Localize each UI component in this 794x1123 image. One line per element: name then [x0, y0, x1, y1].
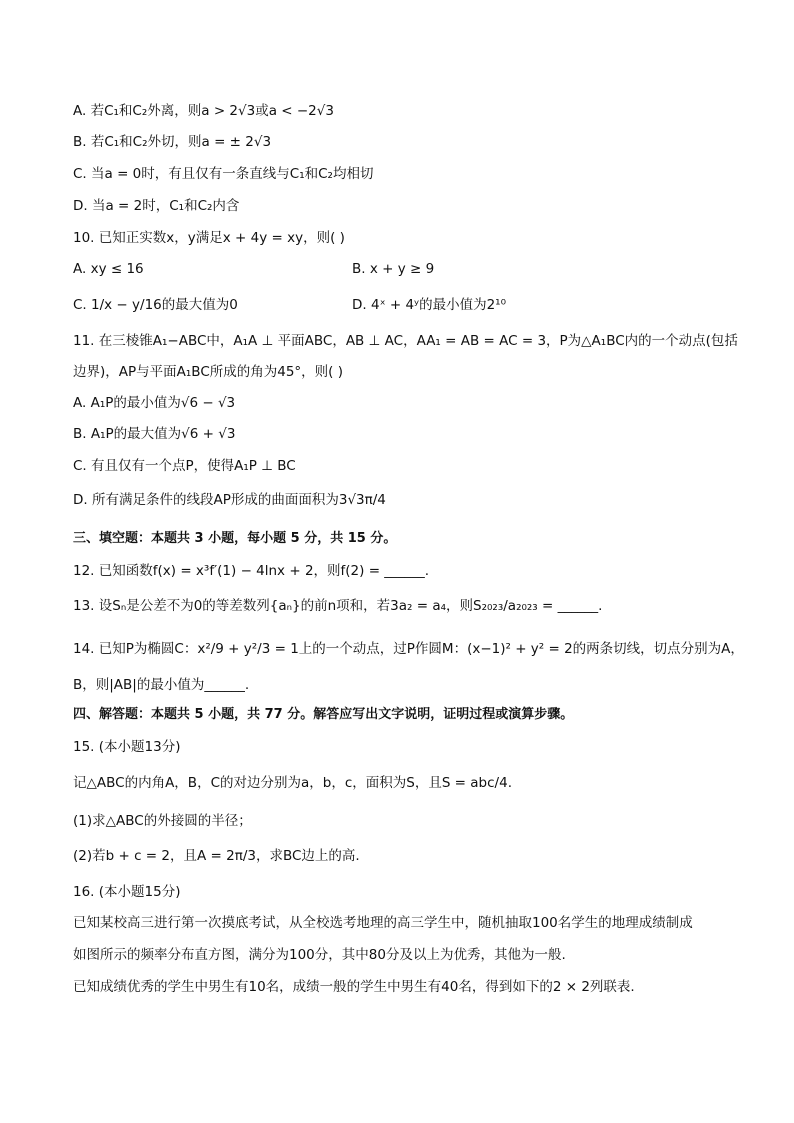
- q12: 12. 已知函数f(x) = x³f′(1) − 4lnx + 2，则f(2) = ______.: [73, 563, 430, 579]
- q16-stem-line2: 如图所示的频率分布直方图，满分为100分，其中80分及以上为优秀，其他为一般.: [73, 947, 566, 963]
- q9-option-d: D. 当a = 2时，C₁和C₂内含: [73, 198, 240, 214]
- q11-option-a: A. A₁P的最小值为√6 − √3: [73, 395, 236, 411]
- q11-stem-line2: 边界)，AP与平面A₁BC所成的角为45°，则( ): [73, 364, 343, 380]
- q11-stem-line1: 11. 在三棱锥A₁−ABC中，A₁A ⊥ 平面ABC，AB ⊥ AC，AA₁ = AB = AC = 3，P为△A₁BC内的一个动点(包括: [73, 333, 738, 349]
- q16-stem-line3: 已知成绩优秀的学生中男生有10名，成绩一般的学生中男生有40名，得到如下的2 × 2列联表.: [73, 979, 635, 995]
- q15-part2: (2)若b + c = 2，且A = 2π/3，求BC边上的高.: [73, 848, 360, 864]
- q10-option-b: B. x + y ≥ 9: [352, 261, 435, 277]
- q10-option-a: A. xy ≤ 16: [73, 261, 144, 277]
- q9-option-b: B. 若C₁和C₂外切，则a = ± 2√3: [73, 134, 272, 150]
- q10-option-d: D. 4ˣ + 4ʸ的最小值为2¹⁰: [352, 297, 506, 313]
- section-answer-heading: 四、解答题：本题共 5 小题，共 77 分。解答应写出文字说明，证明过程或演算步骤。: [73, 707, 574, 722]
- q14-line1: 14. 已知P为椭圆C：x²/9 + y²/3 = 1上的一个动点，过P作圆M：(x−1)² + y² = 2的两条切线，切点分别为A，: [73, 641, 744, 657]
- q15-heading: 15. (本小题13分): [73, 739, 181, 755]
- section-fill-in-heading: 三、填空题：本题共 3 小题，每小题 5 分，共 15 分。: [73, 531, 397, 546]
- q15-stem: 记△ABC的内角A，B，C的对边分别为a，b，c，面积为S，且S = abc/4.: [73, 775, 512, 791]
- q14-line2: B，则|AB|的最小值为______.: [73, 677, 250, 693]
- q11-option-b: B. A₁P的最大值为√6 + √3: [73, 426, 236, 442]
- q15-part1: (1)求△ABC的外接圆的半径；: [73, 813, 252, 829]
- q9-option-a: A. 若C₁和C₂外离，则a > 2√3或a < −2√3: [73, 103, 334, 119]
- q10-stem: 10. 已知正实数x，y满足x + 4y = xy，则( ): [73, 230, 345, 246]
- q11-option-d: D. 所有满足条件的线段AP形成的曲面面积为3√3π/4: [73, 492, 386, 508]
- q16-heading: 16. (本小题15分): [73, 884, 181, 900]
- q11-option-c: C. 有且仅有一个点P，使得A₁P ⊥ BC: [73, 458, 296, 474]
- q16-stem-line1: 已知某校高三进行第一次摸底考试，从全校选考地理的高三学生中，随机抽取100名学生的地理成绩制成: [73, 915, 693, 931]
- q9-option-c: C. 当a = 0时，有且仅有一条直线与C₁和C₂均相切: [73, 166, 374, 182]
- q10-option-c: C. 1/x − y/16的最大值为0: [73, 297, 238, 313]
- q13: 13. 设Sₙ是公差不为0的等差数列{aₙ}的前n项和，若3a₂ = a₄，则S₂₀₂₃/a₂₀₂₃ = ______.: [73, 598, 603, 614]
